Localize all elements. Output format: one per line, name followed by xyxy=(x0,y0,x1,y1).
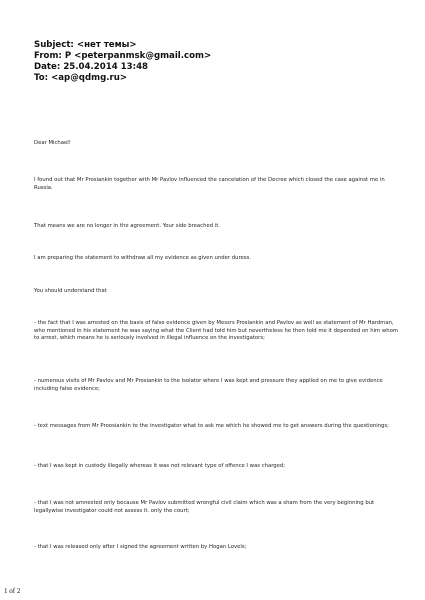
page-counter: 1 of 2 xyxy=(4,587,21,595)
body-paragraph-1: I found out that Mr Prosiankin together with Mr Pavlov influenced the cancelation of the Decree which closed the case against me in Russia. xyxy=(34,177,385,191)
body-paragraph-4: You should understand that xyxy=(34,288,107,294)
to-value: <ap@qdmg.ru> xyxy=(51,73,128,83)
date-line xyxy=(34,62,404,73)
body-paragraph-2: That means we are no longer in the agreement. Your side breached it. xyxy=(34,223,220,229)
greeting: Dear Michael! xyxy=(34,140,71,146)
bullet-item-5: - that I was not amnested only because Mr Pavlov submitted wrongful civil claim which was a sham from the very beginning but legallywise investigator could not assess it. only the court; xyxy=(34,500,375,514)
bullet-item-3: - text messages from Mr Proosiankin to the investigator what to ask me which he showed me to get answers during the questionings; xyxy=(34,423,389,429)
date-value: 25.04.2014 13:48 xyxy=(63,62,149,72)
bullet-item-4: - that I was kept in custody illegally whereas it was not relevant type of offence I was charged; xyxy=(34,463,286,469)
from-value: P <peterpanmsk@gmail.com> xyxy=(64,51,212,61)
date-label: Date: xyxy=(34,62,61,72)
email-header xyxy=(34,40,404,84)
from-line xyxy=(34,51,404,62)
subject-label: Subject: xyxy=(34,40,74,50)
from-label: From: xyxy=(34,51,62,61)
subject-value: <нет темы> xyxy=(76,40,137,50)
to-label: To: xyxy=(34,73,49,83)
bullet-item-2: - numerous visits of Mr Pavlov and Mr Prosiankin to the Isolator where I was kept and pressure they applied on me to give evidence including false evidence; xyxy=(34,378,383,392)
body-paragraph-3: I am preparing the statement to withdraw all my evidence as given under duress. xyxy=(34,255,251,261)
subject-line xyxy=(34,40,404,51)
bullet-item-6: - that I was released only after I signed the agreement written by Hogan Lovels; xyxy=(34,544,247,550)
to-line xyxy=(34,73,404,84)
bullet-item-1: - the fact that I was arrested on the basis of false evidence given by Messrs Prosiankin and Pavlov as well as statement of Mr Hardman, who mentioned in his statement he was saying what the Client had told him but nevertheless he then told me it depended on him whom to arrest, which means he is seriously involved in illegal influence on the investigators; xyxy=(34,320,398,342)
